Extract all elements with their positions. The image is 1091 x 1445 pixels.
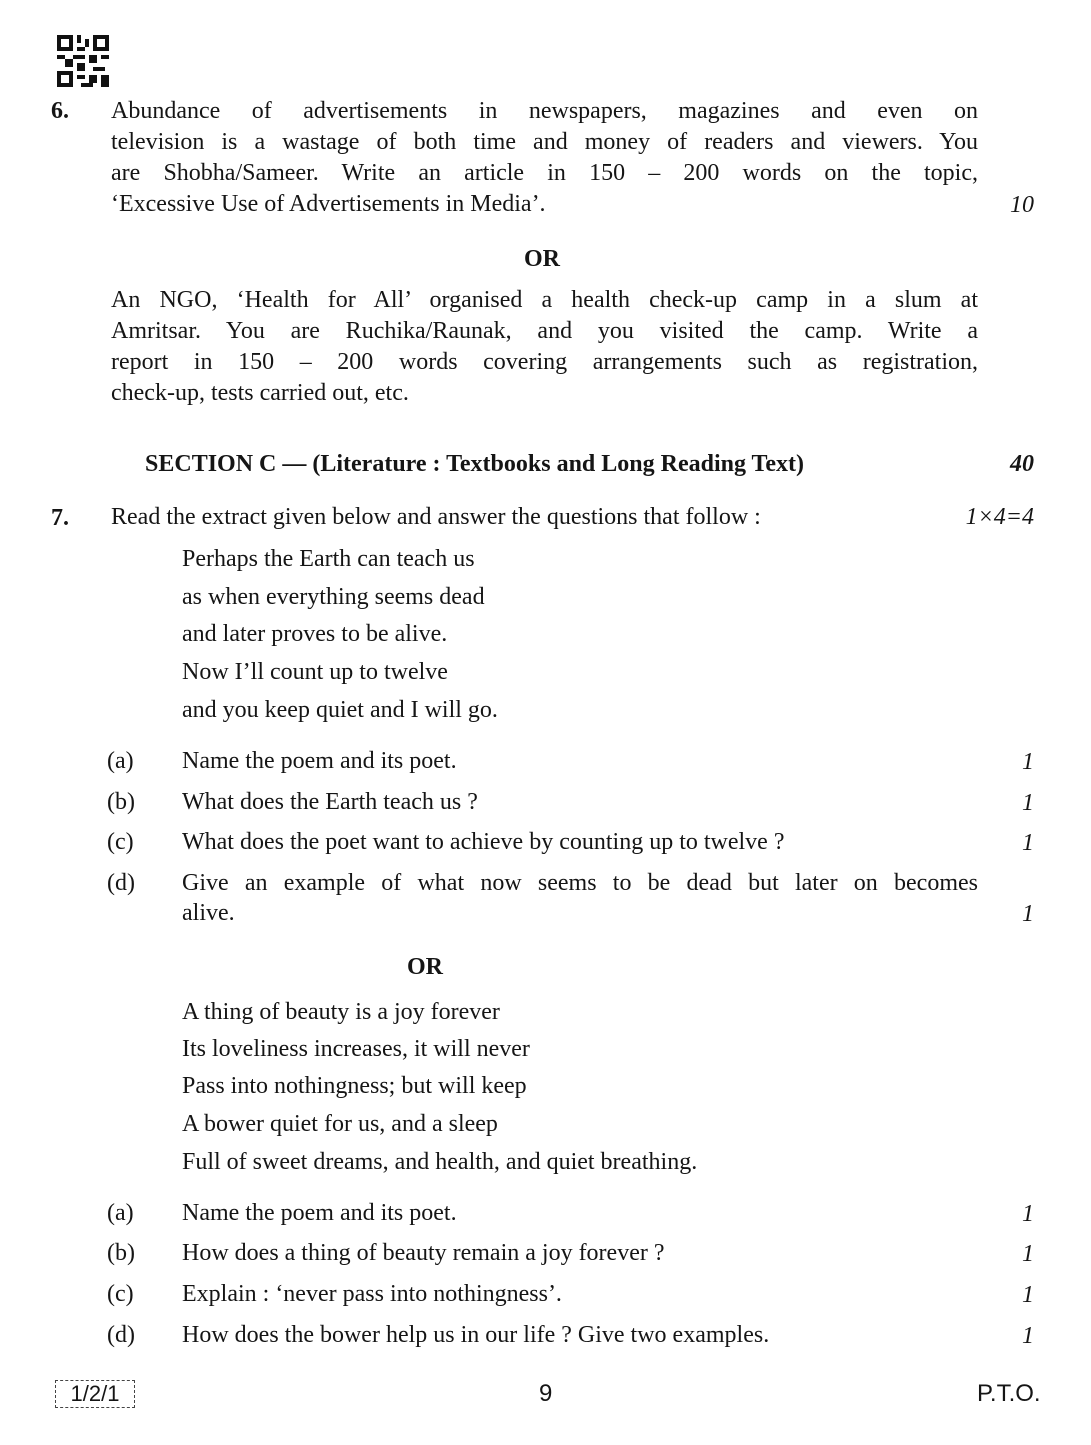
q6-line-1: Abundance of advertisements in newspapers, magazines and even on: [111, 98, 978, 124]
poem2-line-1: A thing of beauty is a joy forever: [182, 999, 500, 1025]
question-number-6: 6.: [51, 98, 69, 124]
q6-alt-line-1: An NGO, ‘Health for All’ organised a health check-up camp in a slum at: [111, 287, 978, 313]
q7-2-a-label: (a): [107, 1200, 134, 1226]
q7-1-c-marks: 1: [1022, 830, 1034, 856]
pto-label: P.T.O.: [977, 1380, 1041, 1407]
q7-2-c-text: Explain : ‘never pass into nothingness’.: [182, 1281, 562, 1307]
poem1-line-5: and you keep quiet and I will go.: [182, 697, 498, 723]
q7-1-d-label: (d): [107, 870, 135, 896]
q7-2-b-label: (b): [107, 1240, 135, 1266]
q7-1-c-text: What does the poet want to achieve by counting up to twelve ?: [182, 829, 785, 855]
q6-line-2: television is a wastage of both time and money of readers and viewers. You: [111, 129, 978, 155]
poem2-line-3: Pass into nothingness; but will keep: [182, 1073, 527, 1099]
q7-2-c-marks: 1: [1022, 1282, 1034, 1308]
q6-line-3: are Shobha/Sameer. Write an article in 150 – 200 words on the topic,: [111, 160, 978, 186]
qr-code: [57, 35, 109, 87]
q7-1-c-label: (c): [107, 829, 134, 855]
poem1-line-1: Perhaps the Earth can teach us: [182, 546, 475, 572]
q7-1-d-marks: 1: [1022, 901, 1034, 927]
section-c-title: SECTION C — (Literature : Textbooks and Long Reading Text): [145, 451, 804, 477]
poem1-line-3: and later proves to be alive.: [182, 621, 448, 647]
q7-2-c-label: (c): [107, 1281, 134, 1307]
q7-1-a-marks: 1: [1022, 749, 1034, 775]
q6-alt-line-2: Amritsar. You are Ruchika/Raunak, and you visited the camp. Write a: [111, 318, 978, 344]
q7-1-a-text: Name the poem and its poet.: [182, 748, 457, 774]
q7-or-label: OR: [407, 954, 443, 980]
q7-1-a-label: (a): [107, 748, 134, 774]
q7-1-b-label: (b): [107, 789, 135, 815]
q6-line-4: ‘Excessive Use of Advertisements in Media’.: [111, 191, 546, 217]
q6-or-label: OR: [524, 246, 560, 272]
q7-2-d-marks: 1: [1022, 1323, 1034, 1349]
page-number: 9: [539, 1380, 553, 1407]
q7-2-b-marks: 1: [1022, 1241, 1034, 1267]
q7-2-a-text: Name the poem and its poet.: [182, 1200, 457, 1226]
poem2-line-5: Full of sweet dreams, and health, and quiet breathing.: [182, 1149, 698, 1175]
q6-marks: 10: [1010, 192, 1034, 218]
q7-1-d-text: Give an example of what now seems to be dead but later on becomes: [182, 870, 978, 896]
q7-1-b-marks: 1: [1022, 790, 1034, 816]
q6-alt-line-3: report in 150 – 200 words covering arrangements such as registration,: [111, 349, 978, 375]
question-number-7: 7.: [51, 505, 69, 531]
q7-1-d-text-cont: alive.: [182, 900, 235, 926]
paper-code: 1/2/1: [55, 1380, 135, 1408]
poem1-line-2: as when everything seems dead: [182, 584, 485, 610]
q7-instruction: Read the extract given below and answer the questions that follow :: [111, 504, 761, 530]
poem1-line-4: Now I’ll count up to twelve: [182, 659, 448, 685]
q7-2-b-text: How does a thing of beauty remain a joy forever ?: [182, 1240, 665, 1266]
q7-marks: 1×4=4: [965, 504, 1034, 530]
section-c-marks: 40: [1010, 451, 1034, 477]
q7-1-b-text: What does the Earth teach us ?: [182, 789, 478, 815]
q7-2-a-marks: 1: [1022, 1201, 1034, 1227]
q7-2-d-label: (d): [107, 1322, 135, 1348]
poem2-line-2: Its loveliness increases, it will never: [182, 1036, 530, 1062]
q7-2-d-text: How does the bower help us in our life ? Give two examples.: [182, 1322, 770, 1348]
poem2-line-4: A bower quiet for us, and a sleep: [182, 1111, 498, 1137]
q6-alt-line-4: check-up, tests carried out, etc.: [111, 380, 409, 406]
